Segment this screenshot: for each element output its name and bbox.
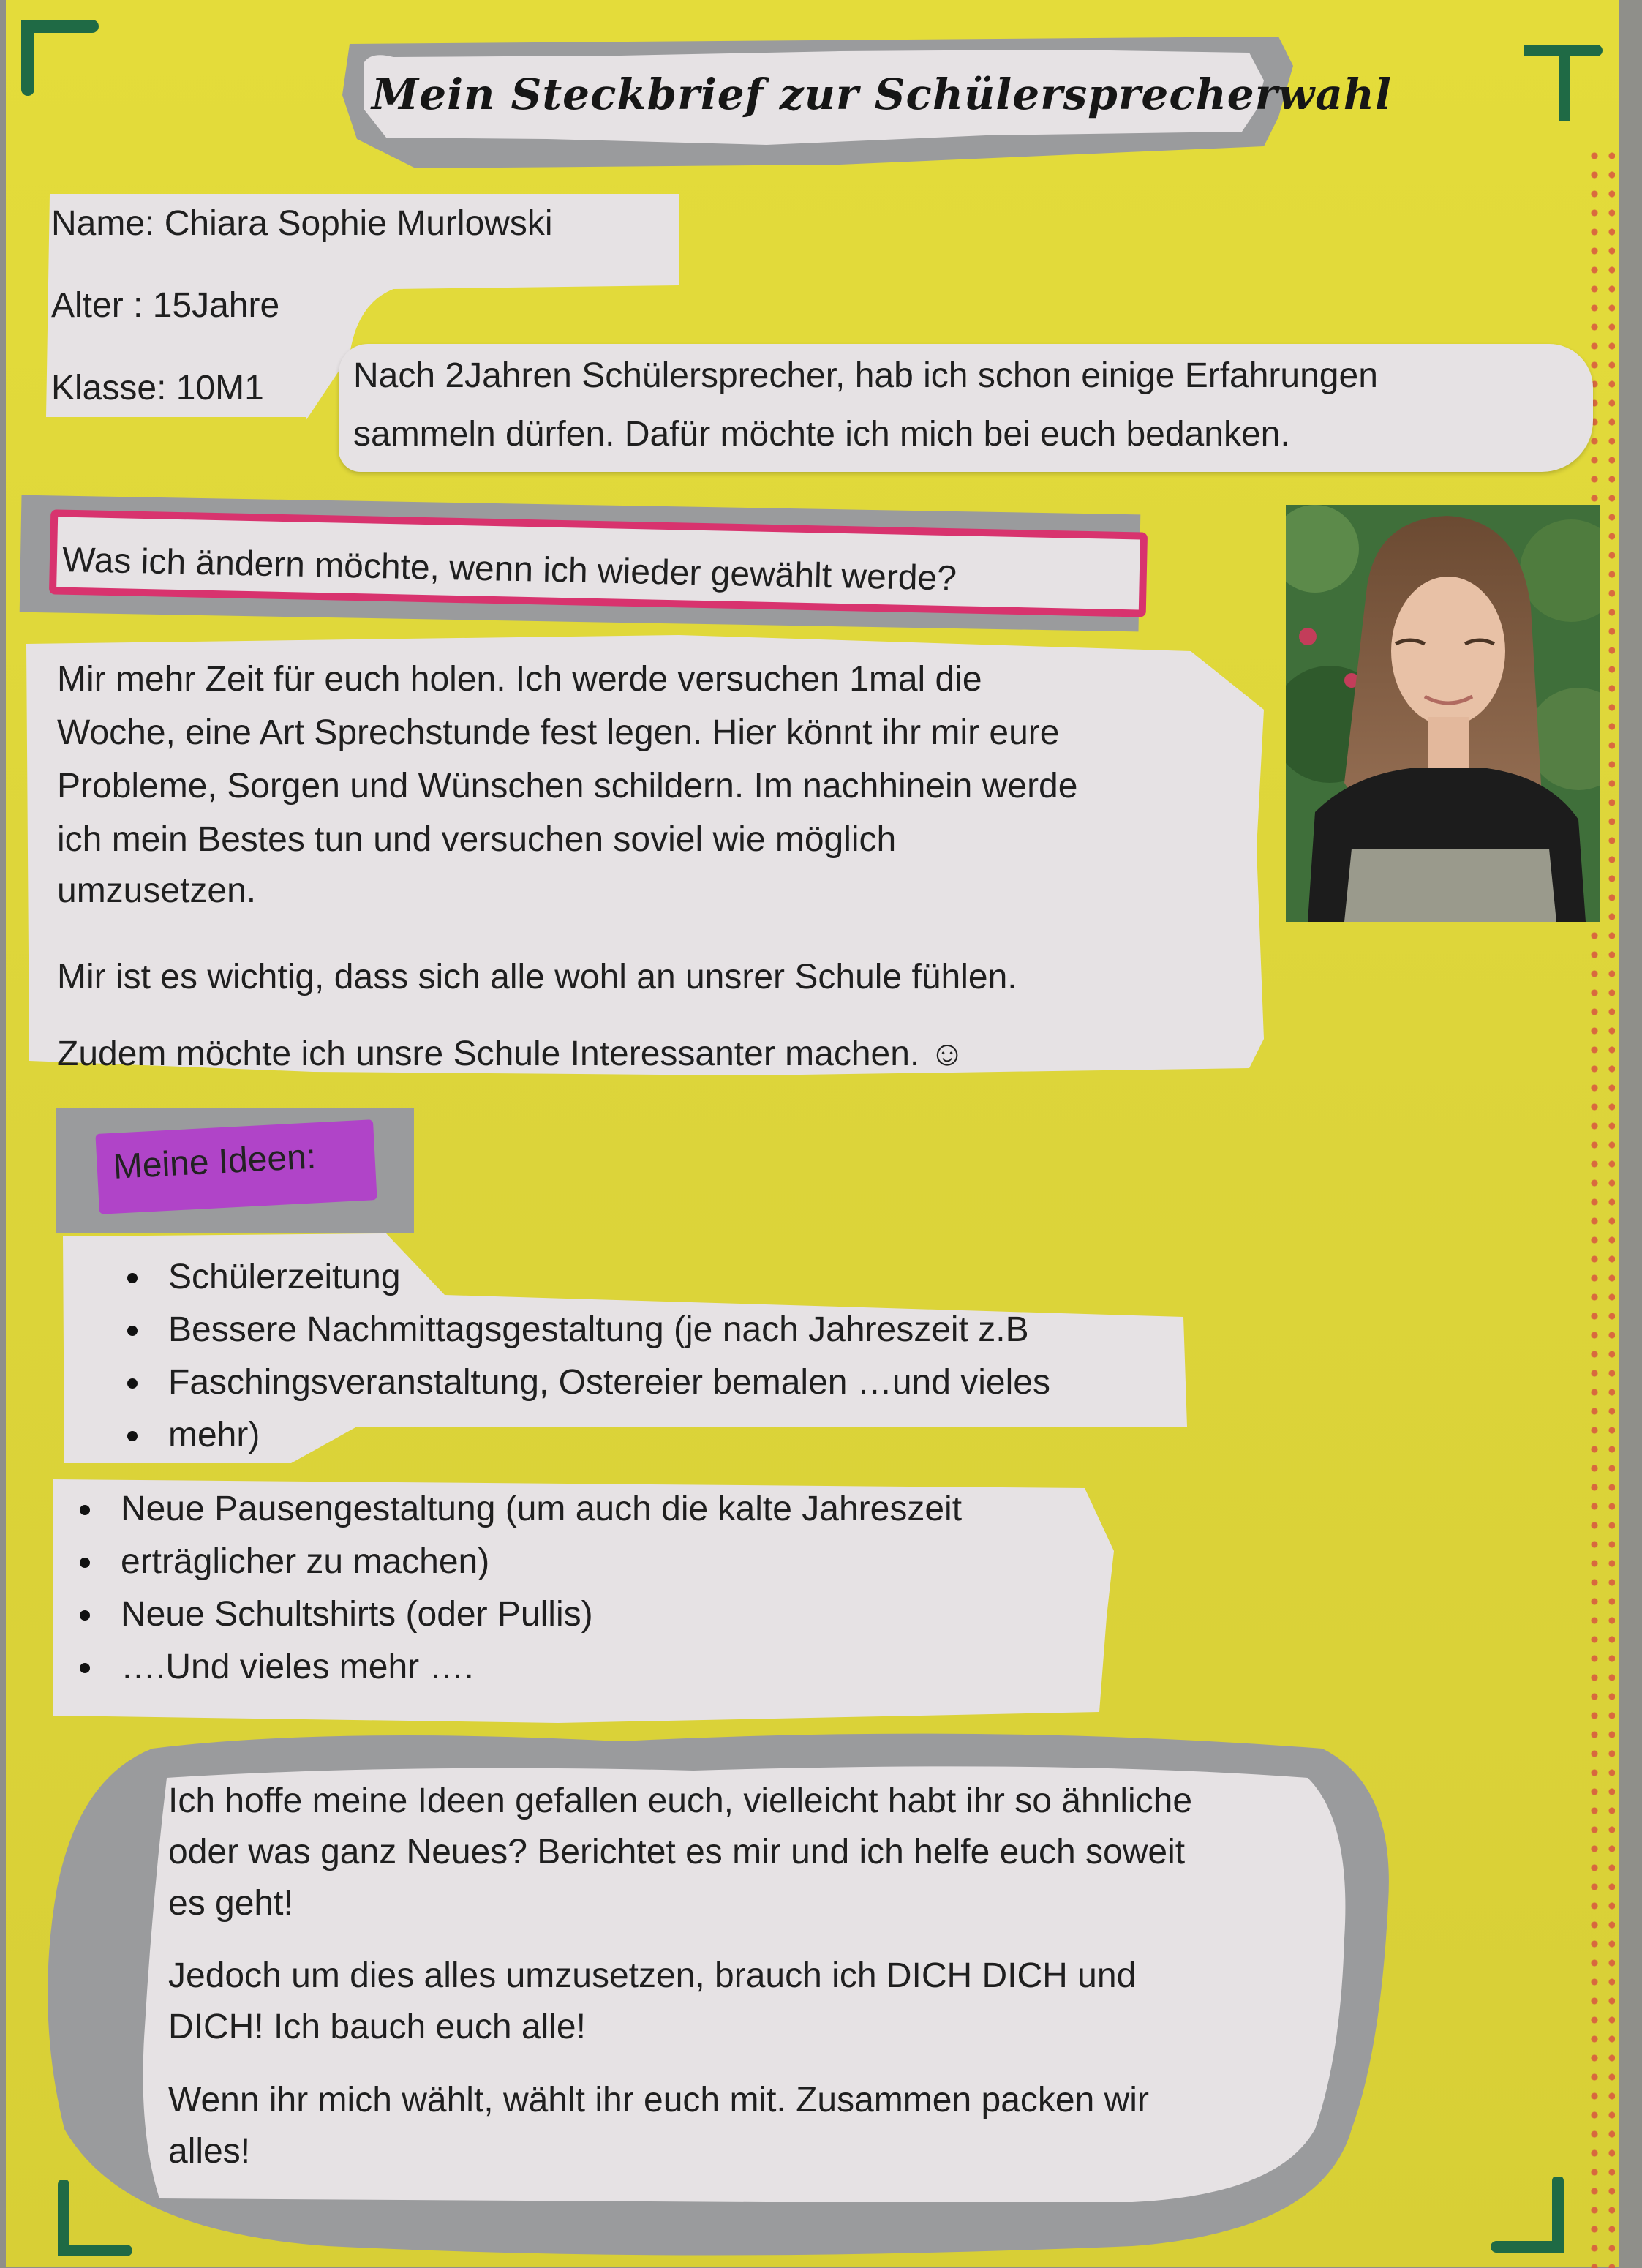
intro-line-1: Nach 2Jahren Schülersprecher, hab ich schon einige Erfahrungen — [353, 356, 1378, 395]
profile-class: Klasse: 10M1 — [51, 369, 264, 408]
closing-p1-line-3: es geht! — [168, 1884, 293, 1923]
change-heading: Was ich ändern möchte, wenn ich wieder gewählt werde? — [61, 540, 957, 598]
change-line-4: ich mein Bestes tun und versuchen soviel wie möglich — [57, 820, 897, 859]
list-item: Neue Schultshirts (oder Pullis) — [75, 1588, 1129, 1641]
closing-p3-line-2: alles! — [168, 2132, 251, 2171]
list-item: Schülerzeitung — [123, 1251, 1205, 1304]
list-item: ….Und vieles mehr …. — [75, 1641, 1129, 1694]
closing-p1-line-1: Ich hoffe meine Ideen gefallen euch, vielleicht habt ihr so ähnliche — [168, 1781, 1193, 1820]
corner-bracket-icon — [19, 16, 99, 97]
ideas-list-b — [75, 1483, 1129, 1694]
change-line-5: umzusetzen. — [57, 871, 257, 910]
corner-bracket-icon — [1491, 2177, 1571, 2257]
list-item: Bessere Nachmittagsgestaltung (je nach Jahreszeit z.B — [123, 1304, 1205, 1356]
list-item: Neue Pausengestaltung (um auch die kalte Jahreszeit — [75, 1483, 1129, 1536]
ideas-list-a — [123, 1251, 1205, 1462]
ideas-heading: Meine Ideen: — [112, 1137, 317, 1187]
change-para-2: Mir ist es wichtig, dass sich alle wohl an unsrer Schule fühlen. — [57, 958, 1017, 996]
closing-p1-line-2: oder was ganz Neues? Berichtet es mir und ich helfe euch soweit — [168, 1833, 1186, 1871]
candidate-photo — [1286, 505, 1600, 922]
list-item-continuation: mehr) — [123, 1409, 1205, 1462]
profile-age: Alter : 15Jahre — [51, 286, 280, 325]
change-line-3: Probleme, Sorgen und Wünschen schildern. Im nachhinein werde — [57, 767, 1078, 806]
list-item-continuation: Faschingsveranstaltung, Ostereier bemalen …und vieles — [123, 1356, 1205, 1409]
closing-p3-line-1: Wenn ihr mich wählt, wählt ihr euch mit. Zusammen packen wir — [168, 2081, 1149, 2119]
intro-line-2: sammeln dürfen. Dafür möchte ich mich bei euch bedanken. — [353, 415, 1290, 454]
change-line-1: Mir mehr Zeit für euch holen. Ich werde versuchen 1mal die — [57, 660, 982, 699]
poster-board — [6, 0, 1619, 2267]
profile-name: Name: Chiara Sophie Murlowski — [51, 204, 553, 243]
page-title: Mein Steckbrief zur Schülersprecherwahl — [372, 70, 1392, 119]
closing-p2-line-1: Jedoch um dies alles umzusetzen, brauch ich DICH DICH und — [168, 1956, 1137, 1995]
closing-p2-line-2: DICH! Ich bauch euch alle! — [168, 2008, 586, 2046]
change-para-3: Zudem möchte ich unsre Schule Interessanter machen. ☺ — [57, 1035, 965, 1073]
list-item-continuation: erträglicher zu machen) — [75, 1536, 1129, 1588]
decorative-dots — [1586, 146, 1615, 2268]
corner-bracket-icon — [1524, 40, 1604, 121]
change-line-2: Woche, eine Art Sprechstunde fest legen. Hier könnt ihr mir eure — [57, 713, 1060, 752]
